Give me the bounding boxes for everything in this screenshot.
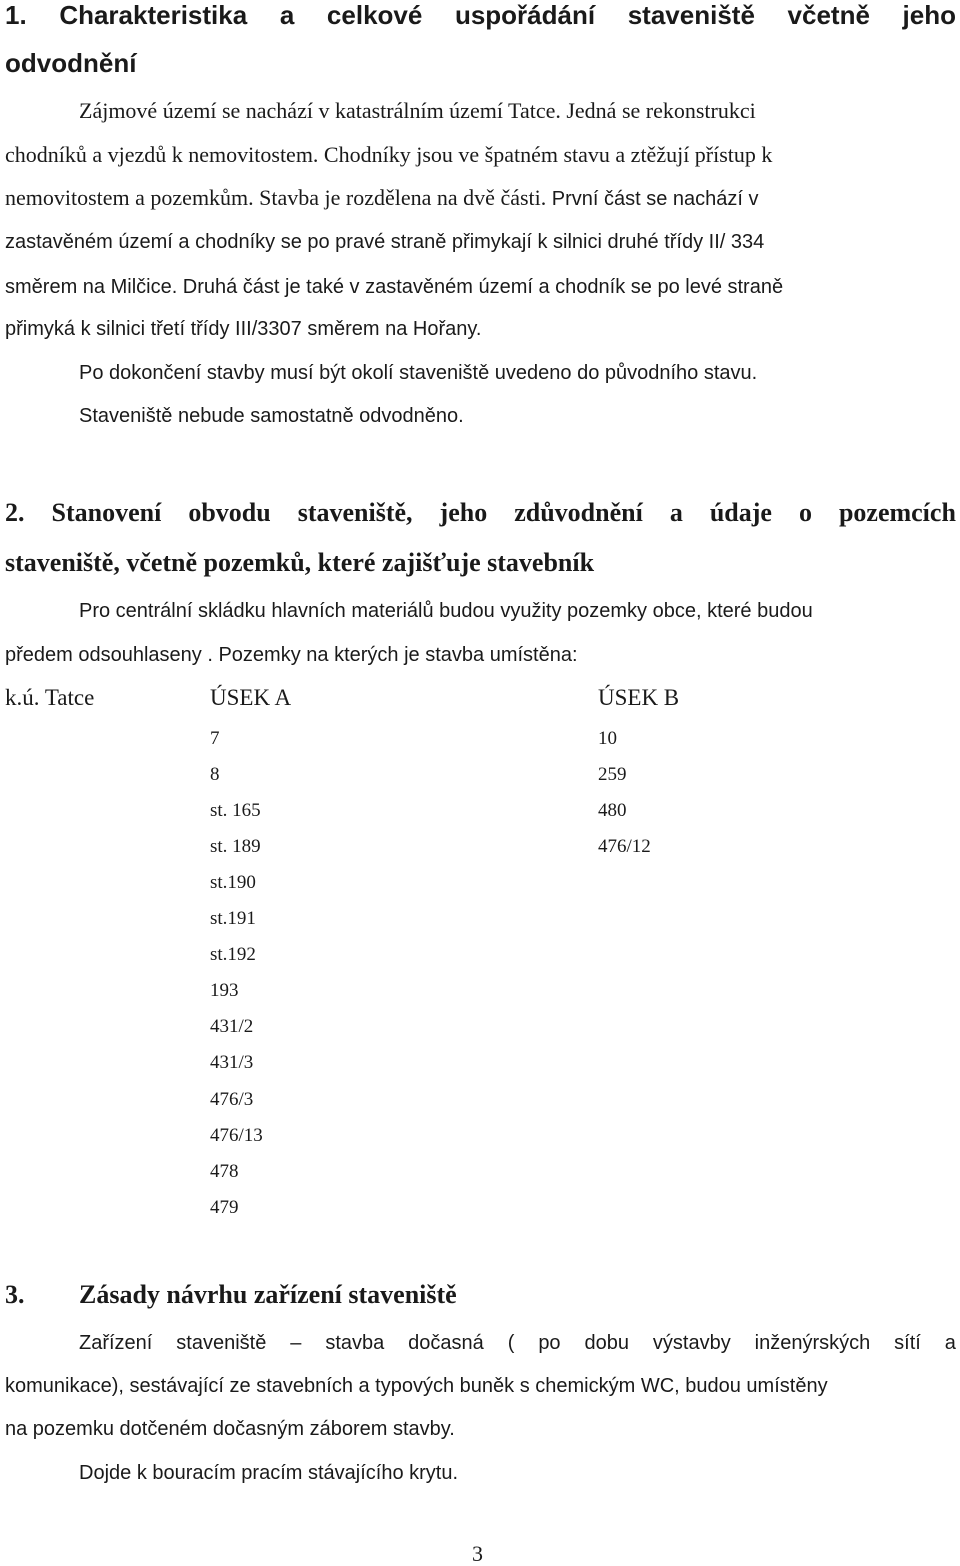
section-3-number: 3. — [5, 1280, 25, 1309]
paragraph-text: První část se nachází v — [551, 188, 759, 210]
section-a-header: ÚSEK A — [210, 685, 292, 710]
heading-word: 2. — [5, 498, 25, 527]
paragraph-word: a — [944, 1332, 956, 1354]
section-b-header: ÚSEK B — [598, 685, 680, 710]
section-1-heading-line2: odvodnění — [5, 48, 137, 78]
parcel-number: 431/3 — [210, 1052, 254, 1073]
parcel-number: 476/13 — [210, 1125, 263, 1146]
parcel-number: 476/12 — [598, 836, 651, 857]
parcel-number: 7 — [210, 728, 220, 749]
paragraph-line: Dojde k bouracím pracím stávajícího krytu. — [79, 1462, 459, 1484]
parcel-number: 8 — [210, 764, 220, 785]
page-number: 3 — [472, 1541, 483, 1566]
heading-word: obvodu — [188, 498, 271, 527]
paragraph-word: dočasná — [408, 1332, 484, 1354]
paragraph-word: – — [290, 1332, 302, 1354]
heading-word: staveniště — [627, 0, 755, 30]
parcel-number: 478 — [210, 1161, 239, 1182]
paragraph-line: Po dokončení stavby musí být okolí staveniště uvedeno do původního stavu. — [79, 362, 758, 384]
heading-word: celkové — [326, 0, 423, 30]
paragraph-line — [5, 273, 783, 300]
paragraph-line: na pozemku dotčeném dočasným záborem stavby. — [5, 1418, 455, 1440]
section-1-heading — [5, 0, 956, 30]
parcel-number: 193 — [210, 980, 239, 1001]
paragraph-line: předem odsouhlaseny . Pozemky na kterých je stavba umístěna: — [5, 644, 578, 666]
parcel-number: 480 — [598, 800, 627, 821]
parcel-number: st.192 — [210, 944, 256, 965]
paragraph-line: Pro centrální skládku hlavních materiálů budou využity pozemky obce, které budou — [79, 600, 813, 622]
parcel-number: 259 — [598, 764, 627, 785]
paragraph-line — [5, 185, 759, 212]
heading-word: údaje — [709, 498, 772, 527]
heading-word: Stanovení — [51, 498, 162, 527]
section-3-title: Zásady návrhu zařízení staveniště — [79, 1280, 457, 1309]
paragraph-word: staveniště — [176, 1332, 267, 1354]
heading-word: a — [279, 0, 295, 30]
parcel-number: st.190 — [210, 872, 256, 893]
paragraph-line: komunikace), sestávající ze stavebních a typových buněk s chemickým WC, budou umístěny — [5, 1375, 828, 1397]
paragraph-word: sítí — [894, 1332, 921, 1354]
parcel-number: st.191 — [210, 908, 256, 929]
heading-word: 1. — [5, 0, 27, 30]
parcel-number: 476/3 — [210, 1089, 254, 1110]
paragraph-line: chodníků a vjezdů k nemovitostem. Chodníky jsou ve špatném stavu a ztěžují přístup k — [5, 142, 773, 167]
parcel-number: 479 — [210, 1197, 239, 1218]
heading-word: včetně — [787, 0, 870, 30]
heading-word: jeho — [902, 0, 956, 30]
cadastral-area-label: k.ú. Tatce — [5, 685, 95, 710]
paragraph-text: nemovitostem a pozemkům. Stavba je rozdělena na dvě části. — [5, 185, 547, 210]
heading-word: a — [669, 498, 683, 527]
parcel-number: st. 165 — [210, 800, 261, 821]
paragraph-word: výstavby — [652, 1332, 731, 1354]
heading-word: pozemcích — [838, 498, 956, 527]
parcel-number: st. 189 — [210, 836, 261, 857]
paragraph-line: Staveniště nebude samostatně odvodněno. — [79, 405, 464, 427]
parcel-number: 10 — [598, 728, 617, 749]
parcel-number: 431/2 — [210, 1016, 254, 1037]
paragraph-text: Druhá část je také v zastavěném území a chodník se po levé straně — [182, 276, 784, 298]
heading-word: o — [798, 498, 812, 527]
section-2-heading-line2: staveniště, včetně pozemků, které zajišťuje stavebník — [5, 548, 595, 577]
paragraph-word: stavba — [325, 1332, 385, 1354]
paragraph-line: zastavěném území a chodníky se po pravé straně přimykají k silnici druhé třídy II/ 334 — [5, 231, 765, 253]
section-2-heading — [5, 498, 956, 528]
paragraph-word: dobu — [584, 1332, 629, 1354]
paragraph-text: směrem na Milčice. — [5, 276, 178, 298]
heading-word: jeho — [439, 498, 488, 527]
heading-word: Charakteristika — [59, 0, 248, 30]
paragraph-word: ( — [507, 1332, 515, 1354]
paragraph-word: po — [538, 1332, 561, 1354]
paragraph-word: Zařízení — [79, 1332, 153, 1354]
paragraph-line: přimyká k silnici třetí třídy III/3307 směrem na Hořany. — [5, 318, 482, 340]
heading-word: staveniště, — [297, 498, 413, 527]
paragraph-line-justified — [79, 1330, 956, 1356]
heading-word: zdůvodnění — [514, 498, 643, 527]
paragraph-word: inženýrských — [754, 1332, 871, 1354]
heading-word: uspořádání — [454, 0, 596, 30]
paragraph-line: Zájmové území se nachází v katastrálním území Tatce. Jedná se rekonstrukci — [79, 98, 756, 123]
